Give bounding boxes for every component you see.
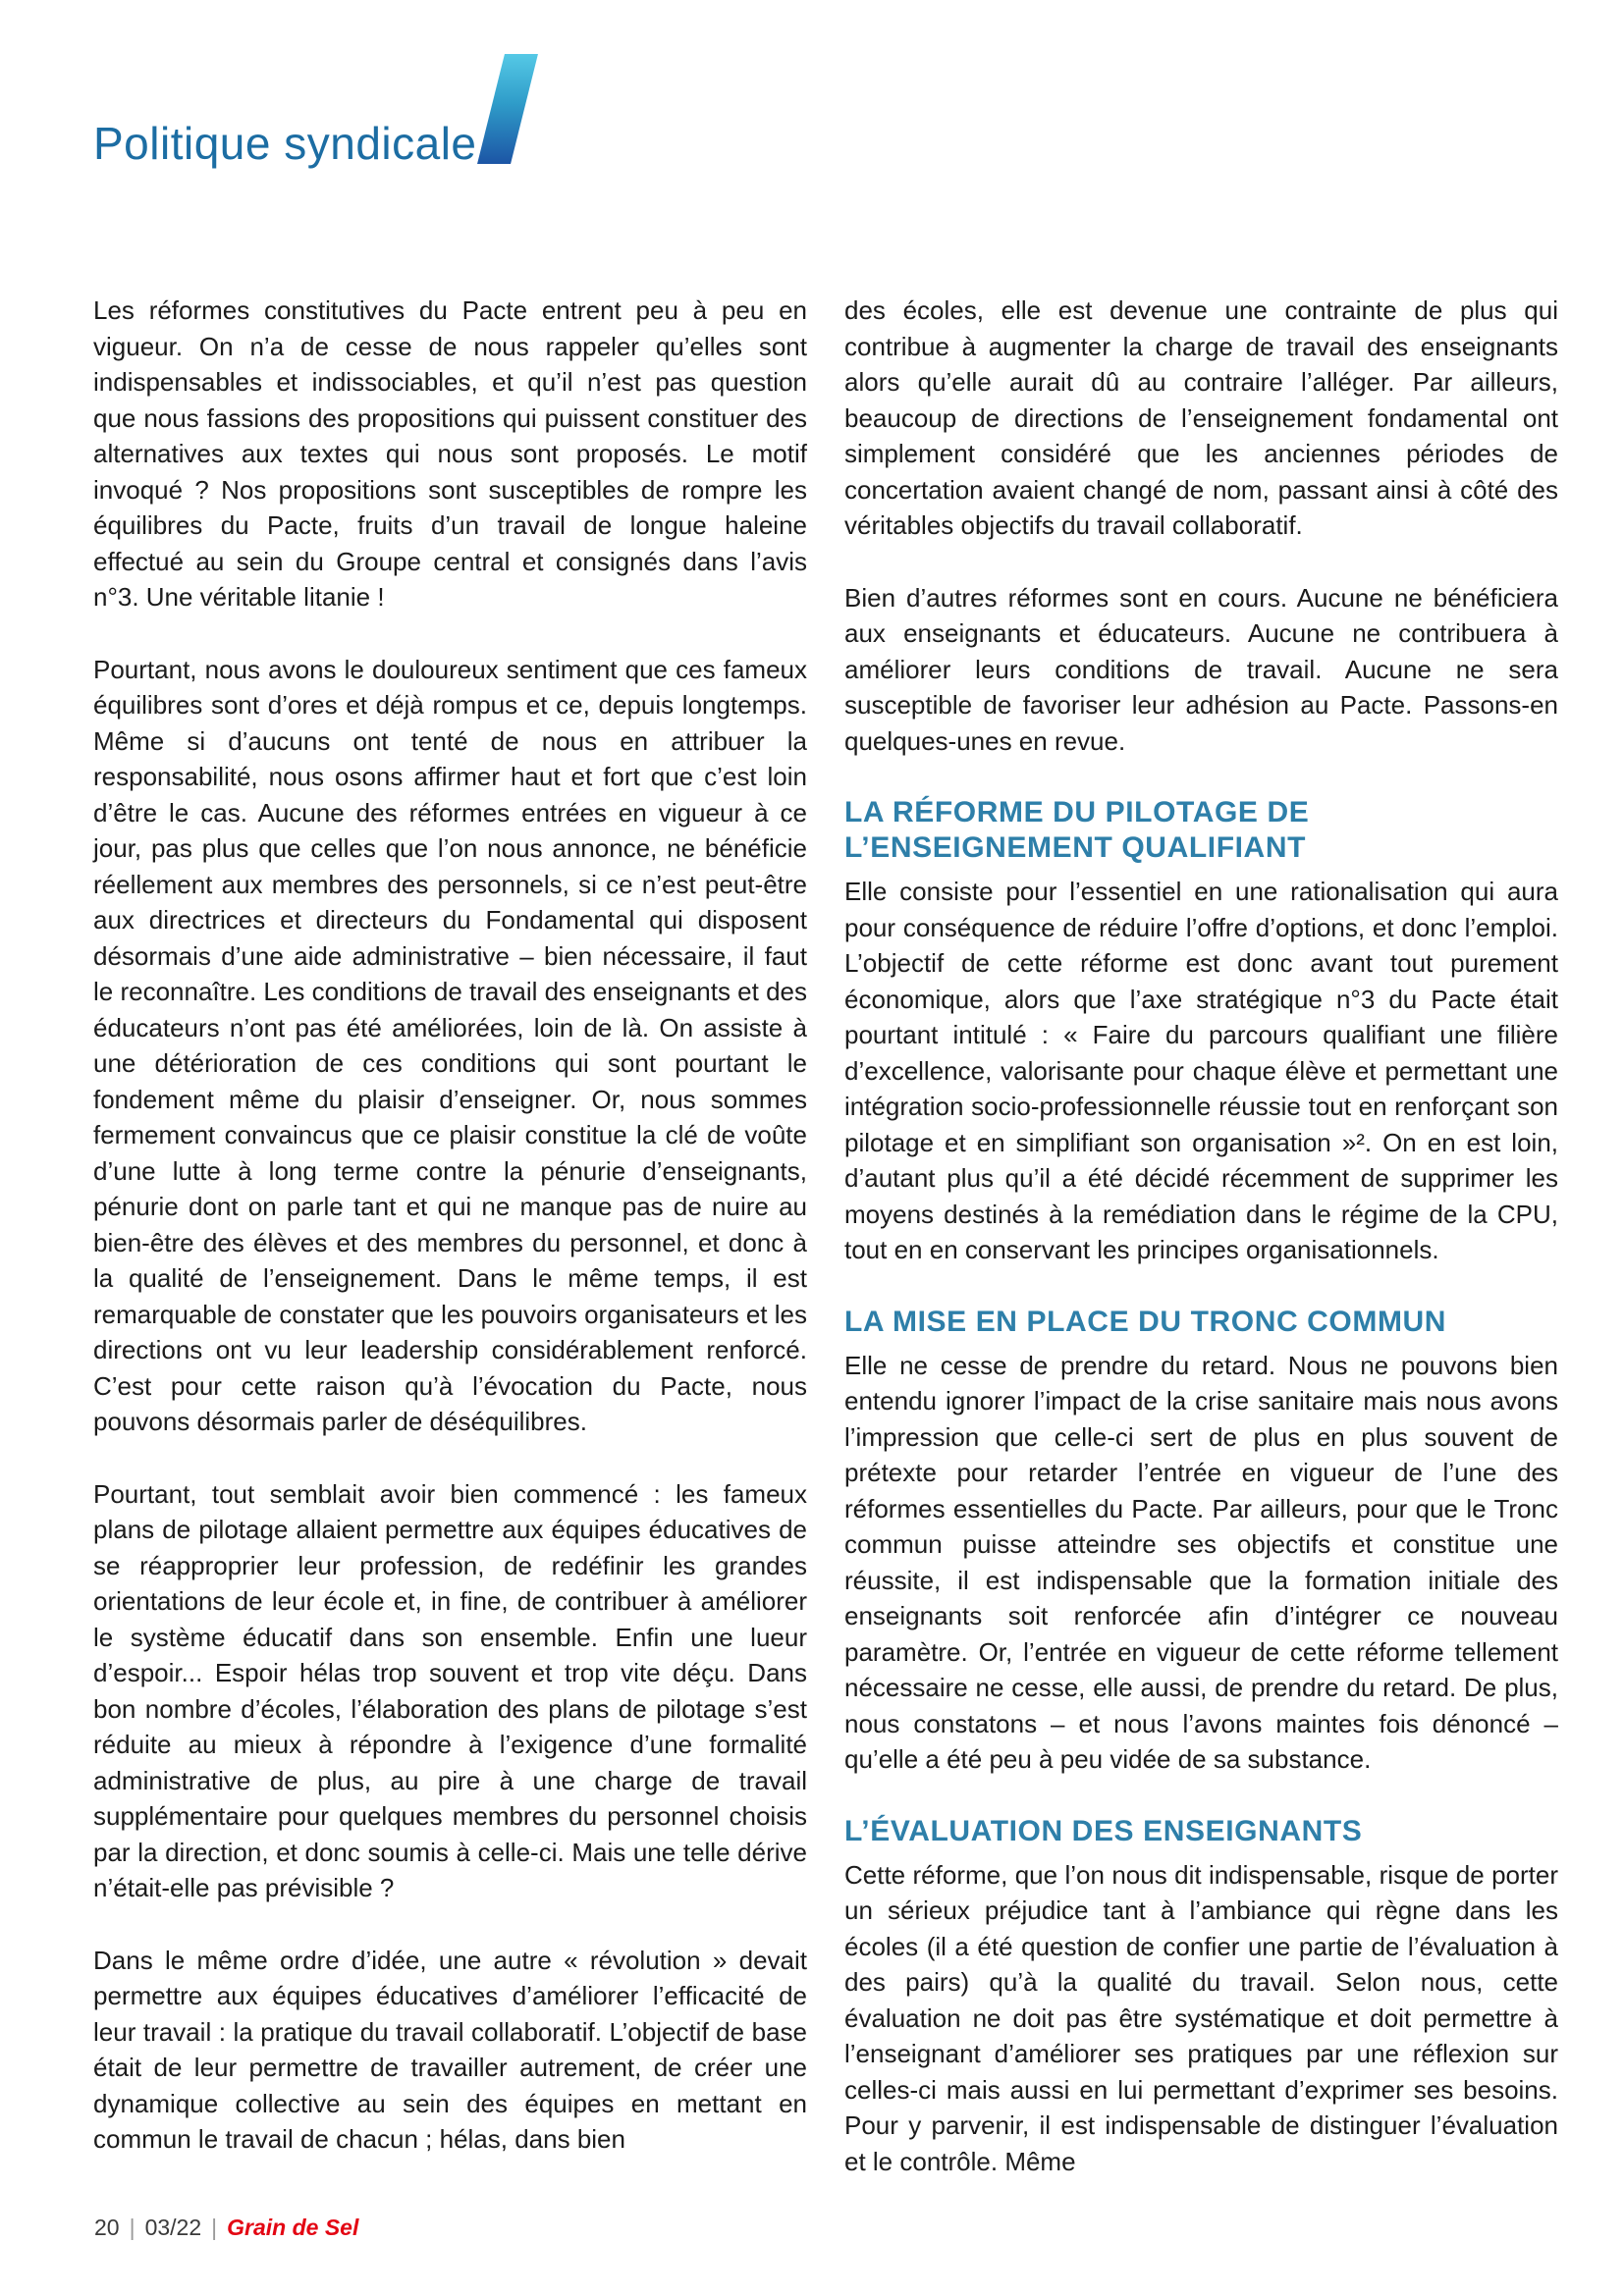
section-heading: LA RÉFORME DU PILOTAGE DE L’ENSEIGNEMENT QUALIFIANT — [844, 796, 1310, 864]
footer-separator: | — [129, 2215, 135, 2240]
body-paragraph: Elle ne cesse de prendre du retard. Nous ne pouvons bien entendu ignorer l’impact de la crise sanitaire mais nous avons l’impression que celle-ci sert de plus en plus souvent de prétexte pour retarder l’entrée en vigueur de l’une des réformes essentielles du Pacte. Par ailleurs, pour que le Tronc commun puisse atteindre ses objectifs et constitue une réussite, il est indispensable que la formation initiale des enseignants soit renforcée afin d’intégrer ce nouveau paramètre. Or, l’entrée en vigueur de cette réforme tellement nécessaire ne cesse, elle aussi, de prendre du retard. De plus, nous constatons – et nous l’avons maintes fois dénoncé – qu’elle a été peu à peu vidée de sa substance. — [844, 1350, 1558, 1774]
body-paragraph: Dans le même ordre d’idée, une autre « révolution » devait permettre aux équipes éducatives d’améliorer l’efficacité de leur travail : la pratique du travail collaboratif. L’objectif de base était de leur permettre de travailler autrement, de créer une dynamique collective au sein des équipes en mettant en commun le travail de chacun ; hélas, dans bien — [93, 1945, 807, 2154]
article-column-left — [93, 293, 807, 2194]
title-slash-decoration — [477, 54, 538, 164]
body-paragraph: Pourtant, tout semblait avoir bien commencé : les fameux plans de pilotage allaient permettre aux équipes éducatives de se réapproprier leur profession, de redéfinir les grandes orientations de leur école et, in fine, de contribuer à améliorer le système éducatif dans son ensemble. Enfin une lueur d’espoir... Espoir hélas trop souvent et trop vite déçu. Dans bon nombre d’écoles, l’élaboration des plans de pilotage s’est réduite au mieux à répondre à l’exigence d’une formalité administrative de plus, au pire à une charge de travail supplémentaire pour quelques membres du personnel choisis par la direction, et donc soumis à celle-ci. Mais une telle dérive n’était-elle pas prévisible ? — [93, 1478, 807, 1902]
footer-separator: | — [211, 2215, 218, 2240]
body-paragraph: Elle consiste pour l’essentiel en une rationalisation qui aura pour conséquence de réduire l’offre d’options, et donc l’emploi. L’objectif de cette réforme est donc avant tout purement économique, alors que l’axe stratégique n°3 du Pacte était pourtant intitulé : « Faire du parcours qualifiant une filière d’excellence, valorisante pour chaque élève et permettant une intégration socio-professionnelle réussie tout en renforçant son pilotage et en simplifiant son organisation »². On en est loin, d’autant plus qu’il a été décidé récemment de supprimer les moyens destinés à la remédiation dans le régime de la CPU, tout en en conservant les principes organisationnels. — [844, 877, 1558, 1264]
issue-date: 03/22 — [144, 2215, 202, 2240]
page-footer — [94, 2214, 358, 2241]
page-number: 20 — [94, 2215, 120, 2240]
magazine-name: Grain de Sel — [227, 2215, 359, 2240]
page-title: Politique syndicale — [93, 117, 477, 169]
body-paragraph: Pourtant, nous avons le douloureux sentiment que ces fameux équilibres sont d’ores et déjà rompus et ce, depuis longtemps. Même si d’aucuns ont tenté de nous en attribuer la responsabilité, nous osons affirmer haut et fort que c’est loin d’être le cas. Aucune des réformes entrées en vigueur à ce jour, pas plus que celles que l’on nous annonce, ne bénéficie réellement aux membres des personnels, si ce n’est peut-être aux directrices et directeurs du Fondamental qui disposent désormais d’une aide administrative – bien nécessaire, il faut le reconnaître. Les conditions de travail des enseignants et des éducateurs n’ont pas été améliorées, loin de là. On assiste à une détérioration de ces conditions qui sont pourtant le fondement même du plaisir d’enseigner. Or, nous sommes fermement convaincus que ce plaisir constitue la clé de voûte d’une lutte à long terme contre la pénurie d’enseignants, pénurie dont on parle tant et qui ne manque pas de nuire au bien-être des élèves et des membres du personnel, et donc à la qualité de l’enseignement. Dans le même temps, il est remarquable de constater que les pouvoirs organisateurs et les directions ont vu leur leadership considérablement renforcé. C’est pour cette raison qu’à l’évocation du Pacte, nous pouvons désormais parler de déséquilibres. — [93, 654, 808, 1436]
body-paragraph: Les réformes constitutives du Pacte entrent peu à peu en vigueur. On n’a de cesse de nous rappeler qu’elles sont indispensables et indissociables, et qu’il n’est pas question que nous fassions des propositions qui puissent constituer des alternatives aux textes qui nous sont proposés. Le motif invoqué ? Nos propositions sont susceptibles de rompre les équilibres du Pacte, fruits d’un travail de longue haleine effectué au sein du Groupe central et consignés dans l’avis n°3. Une véritable litanie ! — [93, 295, 807, 612]
body-paragraph: Bien d’autres réformes sont en cours. Aucune ne bénéficiera aux enseignants et éducateurs. Aucune ne contribuera à améliorer leurs conditions de travail. Aucune ne sera susceptible de favoriser leur adhésion au Pacte. Passons-en quelques-unes en revue. — [844, 582, 1558, 756]
article-column-right — [844, 293, 1558, 2216]
section-heading: L’ÉVALUATION DES ENSEIGNANTS — [844, 1814, 1363, 1847]
section-heading: LA MISE EN PLACE DU TRONC COMMUN — [844, 1305, 1447, 1338]
body-paragraph: Cette réforme, que l’on nous dit indispensable, risque de porter un sérieux préjudice tant à l’ambiance qui règne dans les écoles (il a été question de confier une partie de l’évaluation à des pairs) qu’à la qualité du travail. Selon nous, cette évaluation ne doit pas être systématique et doit permettre à l’enseignant d’améliorer ses pratiques par une réflexion sur celles-ci mais aussi en lui permettant d’exprimer ses besoins. Pour y parvenir, il est indispensable de distinguer l’évaluation et le contrôle. Même — [844, 1859, 1558, 2176]
body-paragraph: des écoles, elle est devenue une contrainte de plus qui contribue à augmenter la charge de travail des enseignants alors qu’elle aurait dû au contraire l’alléger. Par ailleurs, beaucoup de directions de l’enseignement fondamental ont simplement considéré que les anciennes périodes de concertation avaient changé de nom, passant ainsi à côté des véritables objectifs du travail collaboratif. — [844, 295, 1558, 540]
